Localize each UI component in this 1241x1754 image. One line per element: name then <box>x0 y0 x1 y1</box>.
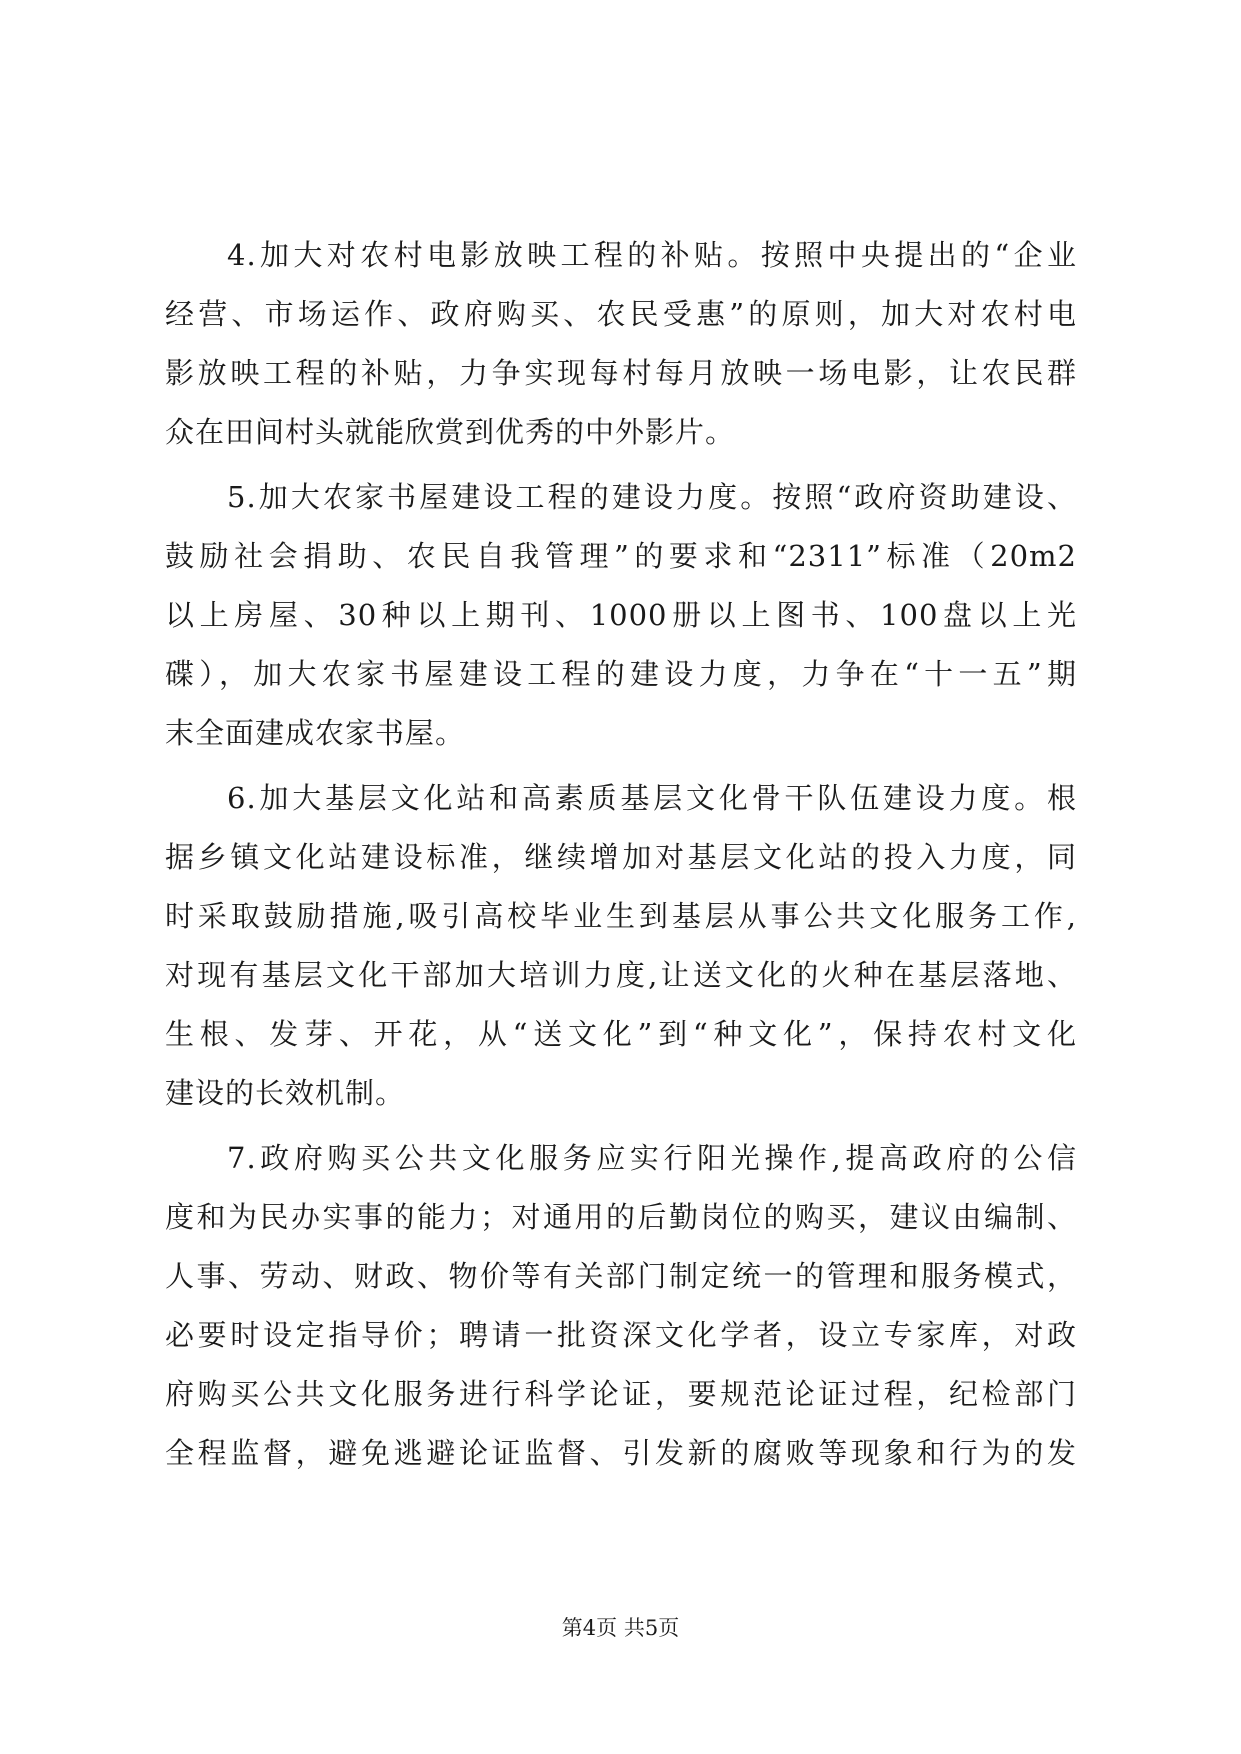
paragraph-4 <box>165 226 1077 462</box>
paragraph-7 <box>165 1129 1077 1483</box>
paragraph-line: 府购买公共文化服务进行科学论证，要规范论证过程，纪检部门 <box>165 1377 1077 1411</box>
paragraph-line: 生根、发芽、开花，从“送文化”到“种文化”，保持农村文化 <box>165 1017 1077 1051</box>
paragraph-5 <box>165 468 1077 763</box>
paragraph-line: 末全面建成农家书屋。 <box>165 716 466 750</box>
paragraph-line: 鼓励社会捐助、农民自我管理”的要求和“2311”标准（20m2 <box>165 539 1077 573</box>
page-footer <box>0 1612 1241 1642</box>
paragraph-line: 建设的长效机制。 <box>165 1076 406 1110</box>
paragraph-line: 5.加大农家书屋建设工程的建设力度。按照“政府资助建设、 <box>227 480 1077 514</box>
paragraph-line: 必要时设定指导价；聘请一批资深文化学者，设立专家库，对政 <box>165 1318 1077 1352</box>
paragraph-line: 全程监督，避免逃避论证监督、引发新的腐败等现象和行为的发 <box>165 1436 1077 1470</box>
paragraph-line: 人事、劳动、财政、物价等有关部门制定统一的管理和服务模式， <box>165 1259 1077 1293</box>
page-number-label: 第4页 共5页 <box>561 1616 680 1640</box>
paragraph-line: 对现有基层文化干部加大培训力度,让送文化的火种在基层落地、 <box>165 958 1077 992</box>
paragraph-line: 经营、市场运作、政府购买、农民受惠”的原则，加大对农村电 <box>165 297 1077 331</box>
paragraph-line: 7.政府购买公共文化服务应实行阳光操作,提高政府的公信 <box>227 1141 1077 1175</box>
paragraph-line: 时采取鼓励措施,吸引高校毕业生到基层从事公共文化服务工作, <box>165 899 1077 933</box>
paragraph-line: 众在田间村头就能欣赏到优秀的中外影片。 <box>165 415 736 449</box>
paragraph-line: 6.加大基层文化站和高素质基层文化骨干队伍建设力度。根 <box>227 781 1077 815</box>
paragraph-6 <box>165 769 1077 1123</box>
paragraph-line: 碟），加大农家书屋建设工程的建设力度，力争在“十一五”期 <box>165 657 1077 691</box>
paragraph-line: 据乡镇文化站建设标准，继续增加对基层文化站的投入力度，同 <box>165 840 1077 874</box>
document-body <box>165 226 1077 1483</box>
paragraph-line: 以上房屋、30种以上期刊、1000册以上图书、100盘以上光 <box>165 598 1077 632</box>
paragraph-line: 影放映工程的补贴，力争实现每村每月放映一场电影，让农民群 <box>165 356 1077 390</box>
paragraph-line: 4.加大对农村电影放映工程的补贴。按照中央提出的“企业 <box>227 238 1077 272</box>
paragraph-line: 度和为民办实事的能力；对通用的后勤岗位的购买，建议由编制、 <box>165 1200 1077 1234</box>
